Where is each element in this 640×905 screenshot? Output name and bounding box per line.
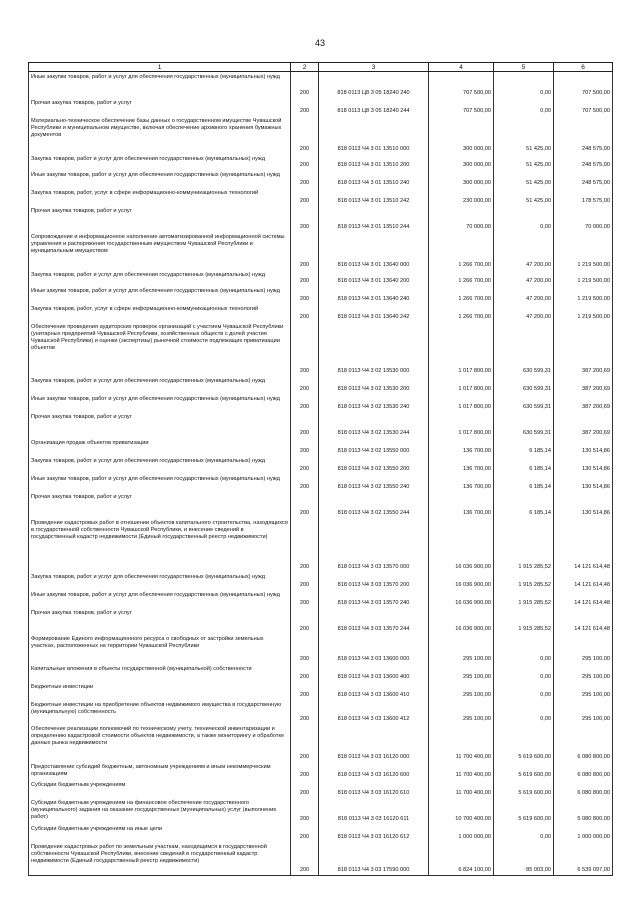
row-budget-code: 818 0113 Ч4 3 03 16120 000: [319, 724, 429, 762]
row-executed-amount: 6 185,14: [494, 456, 554, 474]
row-line-code: 200: [291, 762, 319, 780]
row-line-code: 200: [291, 232, 319, 270]
row-line-code: 200: [291, 438, 319, 456]
row-name: Проведение кадастровых работ по земельным участкам, находящимся в государственной собственности Чувашской Республики, внесение сведений в государственный кадастр недвижимости (Единый государственный реестр недвижимости): [29, 842, 291, 876]
row-line-code: 200: [291, 634, 319, 664]
row-executed-amount: 1 915 285,52: [494, 590, 554, 608]
row-budget-code: 818 0113 Ч4 3 01 13510 244: [319, 206, 429, 232]
row-name: Субсидии бюджетным учреждениям: [29, 780, 291, 798]
row-approved-amount: 6 824 100,00: [429, 842, 494, 876]
row-executed-amount: 630 599,31: [494, 322, 554, 376]
row-name: Капитальные вложения в объекты государственной (муниципальной) собственности: [29, 664, 291, 682]
table-row: [29, 304, 613, 322]
row-unexecuted-amount: 130 514,86: [554, 474, 613, 492]
row-line-code: 200: [291, 590, 319, 608]
row-unexecuted-amount: 130 514,86: [554, 456, 613, 474]
row-line-code: 200: [291, 664, 319, 682]
row-unexecuted-amount: 295 100,00: [554, 664, 613, 682]
row-approved-amount: 11 700 400,00: [429, 762, 494, 780]
table-row: [29, 492, 613, 518]
row-executed-amount: 630 599,31: [494, 412, 554, 438]
row-executed-amount: 6 185,14: [494, 492, 554, 518]
row-unexecuted-amount: 1 219 500,00: [554, 232, 613, 270]
row-unexecuted-amount: 14 121 614,48: [554, 590, 613, 608]
row-unexecuted-amount: 6 080 800,00: [554, 724, 613, 762]
row-executed-amount: 5 619 600,00: [494, 762, 554, 780]
row-unexecuted-amount: 70 000,00: [554, 206, 613, 232]
row-budget-code: 818 0113 Ц8 3 05 18240 240: [319, 72, 429, 98]
row-executed-amount: 6 185,14: [494, 438, 554, 456]
row-name: Иные закупки товаров, работ и услуг для обеспечения государственных (муниципальных) нужд: [29, 170, 291, 188]
row-budget-code: 818 0113 Ч4 3 01 13510 242: [319, 188, 429, 206]
table-row: [29, 824, 613, 842]
row-executed-amount: 51 425,00: [494, 170, 554, 188]
row-executed-amount: 6 185,14: [494, 474, 554, 492]
table-row: [29, 154, 613, 170]
row-executed-amount: 630 599,31: [494, 394, 554, 412]
table-row: [29, 724, 613, 762]
table-row: [29, 438, 613, 456]
table-row: [29, 188, 613, 206]
row-unexecuted-amount: 1 219 500,00: [554, 270, 613, 286]
row-unexecuted-amount: 295 100,00: [554, 700, 613, 724]
row-budget-code: 818 0113 Ч4 3 01 13640 240: [319, 286, 429, 304]
table-row: [29, 206, 613, 232]
row-approved-amount: 1 017 800,00: [429, 412, 494, 438]
row-name: Иные закупки товаров, работ и услуг для обеспечения государственных (муниципальных) нужд: [29, 394, 291, 412]
budget-execution-table: [28, 62, 613, 876]
row-name: Материально-техническое обеспечение базы данных о государственном имуществе Чувашской Республики и муниципальном имуществе, включая обеспечение архивного хранения бумажных документов: [29, 116, 291, 154]
row-unexecuted-amount: 707 500,00: [554, 98, 613, 116]
row-executed-amount: 1 915 285,52: [494, 572, 554, 590]
row-line-code: 200: [291, 724, 319, 762]
row-unexecuted-amount: 248 575,00: [554, 154, 613, 170]
row-line-code: 200: [291, 98, 319, 116]
row-name: Закупка товаров, работ и услуг для обеспечения государственных (муниципальных) нужд: [29, 270, 291, 286]
row-budget-code: 818 0113 Ч4 3 02 13550 000: [319, 438, 429, 456]
table-row: [29, 762, 613, 780]
row-approved-amount: 1 017 800,00: [429, 322, 494, 376]
row-name: Прочая закупка товаров, работ и услуг: [29, 206, 291, 232]
row-unexecuted-amount: 130 514,86: [554, 492, 613, 518]
row-line-code: 200: [291, 474, 319, 492]
row-name: Закупка товаров, работ, услуг в сфере информационно-коммуникационных технологий: [29, 188, 291, 206]
row-executed-amount: 47 200,00: [494, 270, 554, 286]
row-budget-code: 818 0113 Ч4 3 02 13530 200: [319, 376, 429, 394]
row-budget-code: 818 0113 Ч4 3 03 13600 410: [319, 682, 429, 700]
row-executed-amount: 0,00: [494, 98, 554, 116]
row-executed-amount: 5 619 600,00: [494, 798, 554, 824]
row-approved-amount: 1 266 700,00: [429, 232, 494, 270]
row-budget-code: 818 0113 Ч4 3 02 13530 000: [319, 322, 429, 376]
row-name: Субсидии бюджетным учреждениям на финансовое обеспечение государственного (муниципального) задания на оказание государственных (муниципальных) услуг (выполнение работ): [29, 798, 291, 824]
row-unexecuted-amount: 14 121 614,48: [554, 572, 613, 590]
row-approved-amount: 300 000,00: [429, 116, 494, 154]
row-line-code: 200: [291, 608, 319, 634]
row-approved-amount: 11 700 400,00: [429, 724, 494, 762]
row-unexecuted-amount: 6 080 800,00: [554, 780, 613, 798]
row-budget-code: 818 0113 Ч4 3 03 16120 611: [319, 798, 429, 824]
row-line-code: 200: [291, 376, 319, 394]
row-approved-amount: 1 266 700,00: [429, 270, 494, 286]
row-executed-amount: 0,00: [494, 664, 554, 682]
row-line-code: 200: [291, 394, 319, 412]
header-col-3: 3: [319, 63, 429, 72]
row-approved-amount: 1 000 000,00: [429, 824, 494, 842]
row-unexecuted-amount: 295 100,00: [554, 682, 613, 700]
table-row: [29, 72, 613, 98]
header-col-2: 2: [291, 63, 319, 72]
row-name: Формирование Единого информационного ресурса о свободных от застройки земельных участках, расположенных на территории Чувашской Республики: [29, 634, 291, 664]
row-approved-amount: 16 036 900,00: [429, 608, 494, 634]
table-row: [29, 590, 613, 608]
row-unexecuted-amount: 178 575,00: [554, 188, 613, 206]
row-executed-amount: 1 915 285,52: [494, 518, 554, 572]
row-name: Обеспечение реализации полномочий по техническому учету, технической инвентаризации и определению кадастровой стоимости объектов недвижимости, а также мониторингу и обработке данных рынка недвижимости: [29, 724, 291, 762]
row-unexecuted-amount: 14 121 614,48: [554, 608, 613, 634]
row-executed-amount: 5 619 600,00: [494, 724, 554, 762]
row-executed-amount: 0,00: [494, 206, 554, 232]
table-body: [29, 72, 613, 876]
row-unexecuted-amount: 248 575,00: [554, 170, 613, 188]
row-executed-amount: 47 200,00: [494, 232, 554, 270]
table-row: [29, 270, 613, 286]
row-line-code: 200: [291, 322, 319, 376]
row-line-code: 200: [291, 412, 319, 438]
table-row: [29, 634, 613, 664]
table-row: [29, 700, 613, 724]
row-budget-code: 818 0113 Ч4 3 01 13640 000: [319, 232, 429, 270]
row-line-code: 200: [291, 780, 319, 798]
table-row: [29, 664, 613, 682]
row-budget-code: 818 0113 Ч4 3 02 13550 200: [319, 456, 429, 474]
row-line-code: 200: [291, 456, 319, 474]
row-approved-amount: 1 266 700,00: [429, 286, 494, 304]
row-line-code: 200: [291, 700, 319, 724]
row-unexecuted-amount: 1 219 500,00: [554, 286, 613, 304]
row-budget-code: 818 0113 Ч4 3 03 13600 400: [319, 664, 429, 682]
row-unexecuted-amount: 1 000 000,00: [554, 824, 613, 842]
table-row: [29, 232, 613, 270]
row-line-code: 200: [291, 154, 319, 170]
row-unexecuted-amount: 6 539 097,00: [554, 842, 613, 876]
row-unexecuted-amount: 248 575,00: [554, 116, 613, 154]
row-approved-amount: 300 000,00: [429, 154, 494, 170]
row-approved-amount: 707 500,00: [429, 98, 494, 116]
row-approved-amount: 16 036 900,00: [429, 518, 494, 572]
row-budget-code: 818 0113 Ч4 3 03 17590 000: [319, 842, 429, 876]
row-approved-amount: 295 100,00: [429, 700, 494, 724]
row-budget-code: 818 0113 Ч4 3 03 13570 000: [319, 518, 429, 572]
row-executed-amount: 47 200,00: [494, 286, 554, 304]
row-approved-amount: 1 017 800,00: [429, 376, 494, 394]
row-budget-code: 818 0113 Ч4 3 01 13640 242: [319, 304, 429, 322]
table-header-row: [29, 63, 613, 72]
row-line-code: 200: [291, 682, 319, 700]
row-budget-code: 818 0113 Ч4 3 01 13640 200: [319, 270, 429, 286]
row-budget-code: 818 0113 Ч4 3 02 13530 244: [319, 412, 429, 438]
row-approved-amount: 295 100,00: [429, 634, 494, 664]
row-unexecuted-amount: 5 080 800,00: [554, 798, 613, 824]
row-unexecuted-amount: 707 500,00: [554, 72, 613, 98]
table-row: [29, 518, 613, 572]
row-name: Иные закупки товаров, работ и услуг для обеспечения государственных (муниципальных) нужд: [29, 72, 291, 98]
row-budget-code: 818 0113 Ч4 3 03 13600 000: [319, 634, 429, 664]
row-name: Прочая закупка товаров, работ и услуг: [29, 608, 291, 634]
table-row: [29, 474, 613, 492]
row-executed-amount: 5 619 600,00: [494, 780, 554, 798]
row-approved-amount: 10 700 400,00: [429, 798, 494, 824]
row-line-code: 200: [291, 572, 319, 590]
table-row: [29, 798, 613, 824]
row-budget-code: 818 0113 Ч4 3 03 13600 412: [319, 700, 429, 724]
row-approved-amount: 1 266 700,00: [429, 304, 494, 322]
row-line-code: 200: [291, 170, 319, 188]
table-row: [29, 394, 613, 412]
table-row: [29, 608, 613, 634]
table-row: [29, 572, 613, 590]
row-budget-code: 818 0113 Ч4 3 03 13570 200: [319, 572, 429, 590]
row-unexecuted-amount: 14 121 614,48: [554, 518, 613, 572]
row-name: Прочая закупка товаров, работ и услуг: [29, 492, 291, 518]
row-budget-code: 818 0113 Ч4 3 02 13530 240: [319, 394, 429, 412]
row-line-code: 200: [291, 116, 319, 154]
row-executed-amount: 85 003,00: [494, 842, 554, 876]
row-approved-amount: 136 700,00: [429, 438, 494, 456]
row-approved-amount: 295 100,00: [429, 664, 494, 682]
row-budget-code: 818 0113 Ч4 3 02 13550 240: [319, 474, 429, 492]
row-name: Проведение кадастровых работ в отношении объектов капитального строительства, находящихся в государственной собственности Чувашской Республики, и внесение сведений в государственный кадастр недвижимости (Единый государственный реестр недвижимости): [29, 518, 291, 572]
row-unexecuted-amount: 1 219 500,00: [554, 304, 613, 322]
row-line-code: 200: [291, 824, 319, 842]
row-executed-amount: 0,00: [494, 700, 554, 724]
table-row: [29, 412, 613, 438]
row-approved-amount: 295 100,00: [429, 682, 494, 700]
header-col-1: 1: [29, 63, 291, 72]
table-row: [29, 286, 613, 304]
row-name: Бюджетные инвестиции на приобретение объектов недвижимого имущества в государственную (муниципальную) собственность: [29, 700, 291, 724]
row-executed-amount: 51 425,00: [494, 188, 554, 206]
row-approved-amount: 300 000,00: [429, 170, 494, 188]
row-approved-amount: 136 700,00: [429, 456, 494, 474]
row-executed-amount: 630 599,31: [494, 376, 554, 394]
row-approved-amount: 70 000,00: [429, 206, 494, 232]
row-name: Предоставление субсидий бюджетным, автономным учреждениям и иным некоммерческим организациям: [29, 762, 291, 780]
row-executed-amount: 0,00: [494, 682, 554, 700]
row-unexecuted-amount: 387 200,69: [554, 412, 613, 438]
row-name: Организация продаж объектов приватизации: [29, 438, 291, 456]
row-budget-code: 818 0113 Ч4 3 03 13570 244: [319, 608, 429, 634]
row-approved-amount: 11 700 400,00: [429, 780, 494, 798]
header-col-5: 5: [494, 63, 554, 72]
row-name: Иные закупки товаров, работ и услуг для обеспечения государственных (муниципальных) нужд: [29, 590, 291, 608]
row-approved-amount: 707 500,00: [429, 72, 494, 98]
row-budget-code: 818 0113 Ч4 3 03 16120 610: [319, 780, 429, 798]
row-line-code: 200: [291, 492, 319, 518]
row-unexecuted-amount: 387 200,69: [554, 394, 613, 412]
table-row: [29, 98, 613, 116]
row-name: Обеспечение проведения аудиторских проверок организаций с участием Чувашской Республики (унитарных предприятий Чувашской Республики, хозяйственных обществ с долей участия Чувашской Республики) и оценки (экспертизы) рыночной стоимости подлежащих приватизации объектов: [29, 322, 291, 376]
row-name: Закупка товаров, работ и услуг для обеспечения государственных (муниципальных) нужд: [29, 154, 291, 170]
row-budget-code: 818 0113 Ч4 3 03 16120 612: [319, 824, 429, 842]
row-budget-code: 818 0113 Ч4 3 01 13510 000: [319, 116, 429, 154]
table-row: [29, 780, 613, 798]
row-budget-code: 818 0113 Ч4 3 01 13510 240: [319, 170, 429, 188]
table-row: [29, 682, 613, 700]
row-approved-amount: 1 017 800,00: [429, 394, 494, 412]
row-unexecuted-amount: 6 080 800,00: [554, 762, 613, 780]
row-line-code: 200: [291, 188, 319, 206]
table-row: [29, 842, 613, 876]
header-col-4: 4: [429, 63, 494, 72]
header-col-6: 6: [554, 63, 613, 72]
row-name: Иные закупки товаров, работ и услуг для обеспечения государственных (муниципальных) нужд: [29, 286, 291, 304]
row-name: Сопровождение и информационное наполнение автоматизированной информационной системы управления и распоряжения государственным имуществом Чувашской Республики и муниципальным имуществом: [29, 232, 291, 270]
row-budget-code: 818 0113 Ч4 3 01 13510 200: [319, 154, 429, 170]
row-approved-amount: 16 036 900,00: [429, 590, 494, 608]
row-budget-code: 818 0113 Ч4 3 03 13570 240: [319, 590, 429, 608]
row-line-code: 200: [291, 72, 319, 98]
row-approved-amount: 136 700,00: [429, 474, 494, 492]
row-line-code: 200: [291, 798, 319, 824]
row-name: Иные закупки товаров, работ и услуг для обеспечения государственных (муниципальных) нужд: [29, 474, 291, 492]
row-name: Субсидии бюджетным учреждениям на иные цели: [29, 824, 291, 842]
row-line-code: 200: [291, 270, 319, 286]
table-row: [29, 376, 613, 394]
row-unexecuted-amount: 130 514,86: [554, 438, 613, 456]
row-budget-code: 818 0113 Ц8 3 05 18240 244: [319, 98, 429, 116]
row-name: Закупка товаров, работ, услуг в сфере информационно-коммуникационных технологий: [29, 304, 291, 322]
row-line-code: 200: [291, 304, 319, 322]
row-name: Закупка товаров, работ и услуг для обеспечения государственных (муниципальных) нужд: [29, 456, 291, 474]
row-budget-code: 818 0113 Ч4 3 03 16120 600: [319, 762, 429, 780]
row-name: Прочая закупка товаров, работ и услуг: [29, 412, 291, 438]
row-line-code: 200: [291, 842, 319, 876]
row-executed-amount: 51 425,00: [494, 116, 554, 154]
row-name: Бюджетные инвестиции: [29, 682, 291, 700]
row-approved-amount: 16 036 900,00: [429, 572, 494, 590]
row-approved-amount: 230 000,00: [429, 188, 494, 206]
row-executed-amount: 47 200,00: [494, 304, 554, 322]
row-executed-amount: 0,00: [494, 634, 554, 664]
row-name: Прочая закупка товаров, работ и услуг: [29, 98, 291, 116]
table-row: [29, 322, 613, 376]
table-row: [29, 456, 613, 474]
row-executed-amount: 1 915 285,52: [494, 608, 554, 634]
row-name: Закупка товаров, работ и услуг для обеспечения государственных (муниципальных) нужд: [29, 572, 291, 590]
row-unexecuted-amount: 387 200,69: [554, 376, 613, 394]
row-executed-amount: 0,00: [494, 72, 554, 98]
row-name: Закупка товаров, работ и услуг для обеспечения государственных (муниципальных) нужд: [29, 376, 291, 394]
table-row: [29, 116, 613, 154]
row-line-code: 200: [291, 518, 319, 572]
row-budget-code: 818 0113 Ч4 3 02 13550 244: [319, 492, 429, 518]
row-executed-amount: 0,00: [494, 824, 554, 842]
page-number: 43: [314, 38, 325, 48]
row-line-code: 200: [291, 286, 319, 304]
row-line-code: 200: [291, 206, 319, 232]
row-unexecuted-amount: 387 200,69: [554, 322, 613, 376]
row-unexecuted-amount: 295 100,00: [554, 634, 613, 664]
row-approved-amount: 136 700,00: [429, 492, 494, 518]
row-executed-amount: 51 425,00: [494, 154, 554, 170]
table-row: [29, 170, 613, 188]
